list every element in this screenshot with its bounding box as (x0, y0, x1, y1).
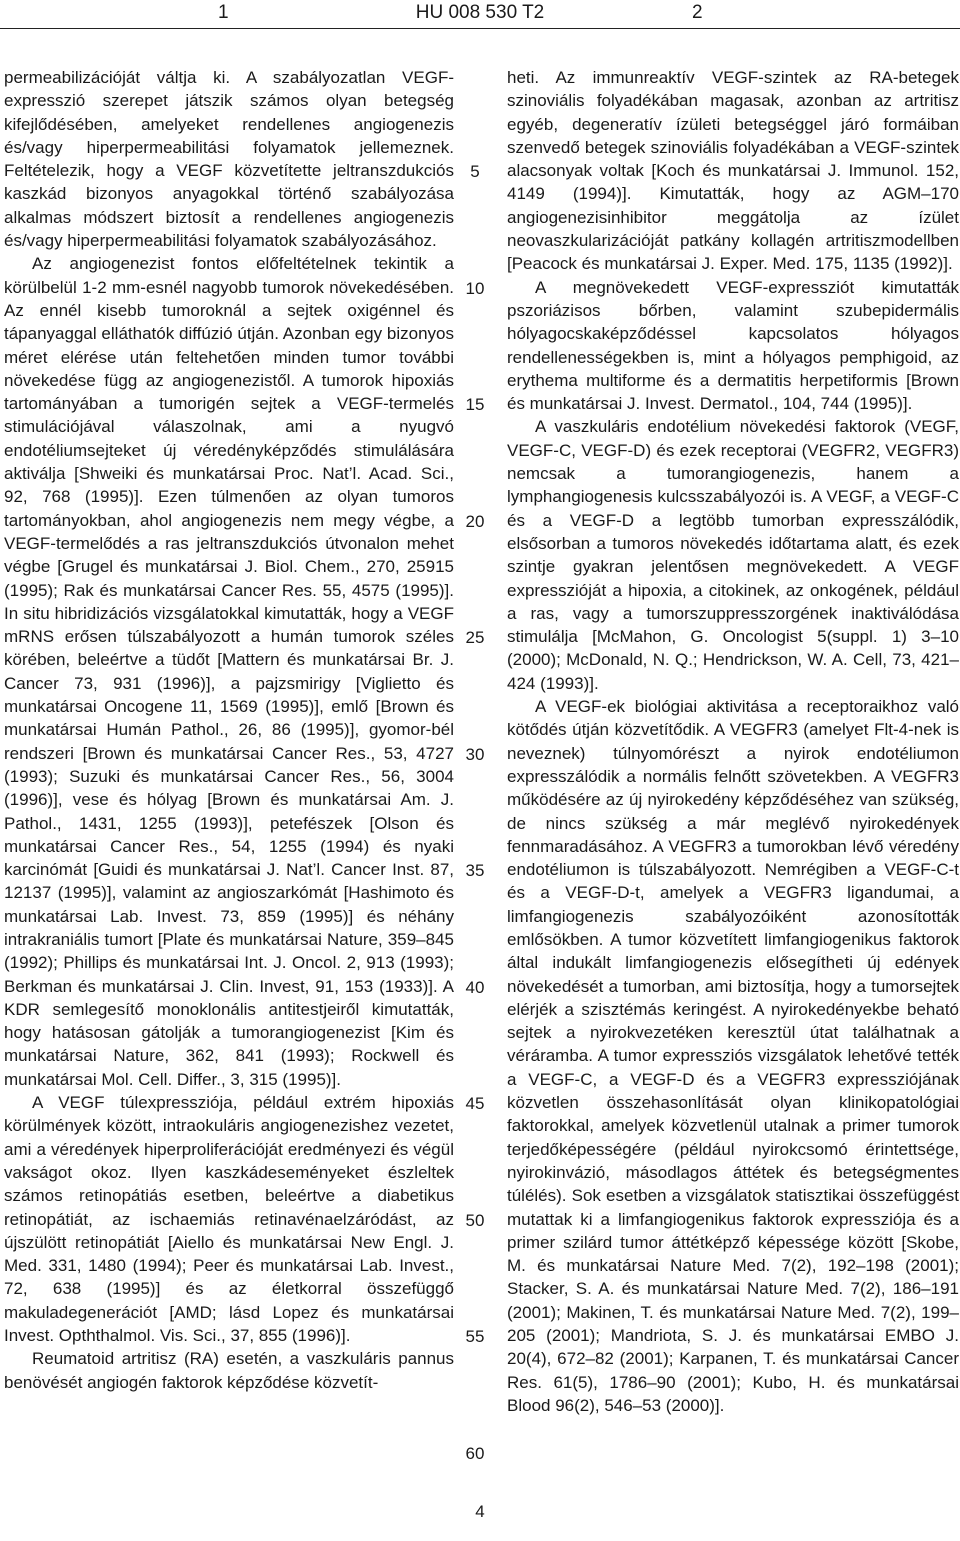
document-id: HU 008 530 T2 (415, 2, 545, 23)
right-page-number: 2 (692, 2, 703, 23)
paragraph: A vaszkuláris endotélium növekedési faktorok (VEGF, VEGF-C, VEGF-D) és ezek receptorai (VEGFR2, VEGFR3) nemcsak a tumorangiogenezis, hanem a lymphangiogenesis kulcsszabályozói is. A VEGF, a VEGF-C és a VEGF-D a legtöbb tumorban expresszálódik, elsősorban a tumoros növekedés időtartama alatt, és ezek szintje gyakran jelentősen megnövekedett. A VEGF expresszióját a hipoxia, a citokinek, az onkogének, például a ras, vagy a tumorszuppresszorgének inaktiválódása stimulálja [McMahon, G. Oncologist 5(suppl. 1) 3–10 (2000); McDonald, N. Q.; Hendrickson, W. A. Cell, 73, 421–424 (1993)]. (507, 417, 959, 693)
line-number: 40 (465, 978, 485, 997)
line-number: 35 (465, 861, 485, 880)
line-number: 55 (465, 1327, 485, 1346)
right-column (507, 66, 959, 1417)
line-number: 50 (465, 1211, 485, 1230)
line-number: 25 (465, 628, 485, 647)
line-number: 30 (465, 745, 485, 764)
line-number: 15 (465, 395, 485, 414)
paragraph: A megnövekedett VEGF-expressziót kimutatták pszoriázisos bőrben, valamint szubepidermális hólyagocskaképződéssel kapcsolatos hólyagos rendellenességekben is, mint a hólyagos pemphigoid, az erythema multiforme és a dermatitis herpetiformis [Brown és munkatársai J. Invest. Dermatol., 104, 744 (1995)]. (507, 277, 959, 414)
paragraph: heti. Az immunreaktív VEGF-szintek az RA-betegek szinoviális folyadékában magasak, azonban az artritisz egyéb, degeneratív ízületi betegséggel járó formáiban szenvedő betegek szinoviális folyadékában a VEGF-szintek alacsonyak voltak [Koch és munkatársai J. Immunol. 152, 4149 (1994)]. Kimutatták, hogy az AGM–170 angiogenezisinhibitor meggátolja az ízület neovaszkularizációját patkány kollagén artritiszmodellben [Peacock és munkatársai J. Exper. Med. 175, 1135 (1992)]. (507, 68, 959, 274)
paragraph: Az angiogenezist fontos előfeltételnek tekintik a körülbelül 1-2 mm-esnél nagyobb tumorok növekedésében. Az ennél kisebb tumoroknál a sejtek oxigénnel és tápanyaggal elláthatók diffúzió útján. Azonban egy bizonyos méret elérése után feltehetően minden tumor további növekedése függ az angiogenezistől. A tumorok hipoxiás tartományában a tumorigén sejtek a VEGF-termelés stimulációjával válaszolnak, ami a nyugvó endotéliumsejteket új véredényképződés stimulálására aktiválja [Shweiki és munkatársai Proc. Nat’l. Acad. Sci., 92, 768 (1995)]. Ezen túlmenően az olyan tumoros tartományokban, ahol angiogenezis nem megy végbe, a VEGF-termelődés a ras jeltranszdukciós útvonalon mehet végbe [Grugel és munkatársai J. Biol. Chem., 270, 25915 (1995); Rak és munkatársai Cancer Res. 55, 4575 (1995)]. In situ hibridizációs vizsgálatokkal kimutatták, hogy a VEGF mRNS erősen túlszabályozott a humán tumorok széles körében, beleértve a tüdőt [Mattern és munkatársai Br. J. Cancer 73, 931 (1996)], a pajzsmirigy [Viglietto és munkatársai Oncogene 11, 1569 (1995)], emlő [Brown és munkatársai Humán Pathol., 26, 86 (1995)], gyomor-bél rendszeri [Brown és munkatársai Cancer Res., 53, 4727 (1993); Suzuki és munkatársai Cancer Res., 56, 3004 (1996)], vese és hólyag [Brown és munkatársai Am. J. Pathol., 1431, 1255 (1993)], petefészek [Olson és munkatársai Cancer Res., 54, 1255 (1994) és nyaki karcinómát [Guidi és munkatársai J. Nat’l. Cancer Inst. 87, 12137 (1995)], valamint az angioszarkómát [Hashimoto és munkatársai Lab. Invest. 73, 859 (1995)] és néhány intrakraniális tumort [Plate és munkatársai Nature, 359–845 (1992); Phillips és munkatársai Int. J. Oncol. 2, 913 (1993); Berkman és munkatársai J. Clin. Invest, 91, 153 (1933)]. A KDR semlegesítő monoklonális antitestjeiről kimutatták, hogy hatásosan gátolják a tumorangiogenezist [Kim és munkatársai Nature, 362, 841 (1993); Rockwell és munkatársai Mol. Cell. Differ., 3, 315 (1995)]. (4, 254, 454, 1089)
line-number: 10 (465, 279, 485, 298)
page-footer-number: 4 (475, 1502, 485, 1521)
paragraph: A VEGF túlexpressziója, például extrém hipoxiás körülmények között, intraokuláris angiogenezishez vezetet, ami a véredények hiperproliferációját eredményezi és végül vakságot okoz. Ilyen kaszkádeseményeket észleltek számos retinopátiás esetben, beleértve a diabetikus retinopátiát, az ischaemiás retinavénaelzáródást, az újszülött retinopátiát [Aiello és munkatársai New Engl. J. Med. 331, 1480 (1994); Peer és munkatársai Lab. Invest., 72, 638 (1995)] és az életkorral összefüggő makuladegenerációt [AMD; lásd Lopez és munkatársai Invest. Opththalmol. Vis. Sci., 37, 855 (1996)]. (4, 1093, 454, 1346)
paragraph: A VEGF-ek biológiai aktivitása a receptoraikhoz való kötődés útján közvetítődik. A VEGFR3 (amelyet Flt-4-nek is neveznek) túlnyomórészt a nyirok endotéliumon expresszálódik a normális felnőtt szövetekben. A VEGFR3 működésére az új nyirokedény képződéséhez van szükség, de nincs szükség a már meglévő nyirokedények fennmaradásához. A VEGFR3 a tumorokban lévő véredény endotéliumon is túlszabályozott. Nemrégiben a VEGF-C-t és a VEGF-D-t, amelyek a VEGFR3 ligandumai, a limfangiogenezis szabályozóiként azonosították emlősökben. A tumor közvetített limfangiogenikus faktorok által indukált limfangiogenezis elősegítheti új edények növekedését a tumorban, ami biztosítja, hogy a tumorsejtek elérjék a szisztémás keringést. A nyirokedényekbe beható sejtek a nyirokvezetéken keresztül útat találhatnak a véráramba. A tumor expressziós vizsgálatok lehetővé tették a VEGF-C, a VEGF-D és a VEGFR3 expressziójának közvetlen összehasonlítását olyan klinikopatológiai faktorokkal, amelyek közvetlenül utalnak a primer tumorok terjedőképességére (például nyirokcsomó érintettsége, nyirokinvázió, másodlagos áttétek és betegségmentes túlélés). Sok esetben a vizsgálatok statisztikai összefüggést mutattak ki a limfangiogenikus faktorok expressziója és a primer szilárd tumor áttétképző képessége között [Skobe, M. és munkatársai Nature Med. 7(2), 192–198 (2001); Stacker, S. A. és munkatársai Nature Med. 7(2), 186–191 (2001); Makinen, T. és munkatársai Nature Med. 7(2), 199–205 (2001); Mandriota, S. J. és munkatársai EMBO J. 20(4), 672–82 (2001); Karpanen, T. és munkatársai Cancer Res. 61(5), 1786–90 (2001); Kubo, H. és munkatársai Blood 96(2), 546–53 (2000)]. (507, 697, 959, 1415)
left-column (4, 66, 454, 1394)
line-number: 5 (470, 162, 480, 181)
line-number: 60 (465, 1444, 485, 1463)
line-number: 20 (465, 512, 485, 531)
page-header (0, 0, 960, 36)
paragraph: permeabilizációját váltja ki. A szabályozatlan VEGF-expresszió szerepet játszik számos olyan betegség kifejlődésében, amelyeket rendellenes angiogenezis és/vagy hiperpermeabilitási folyamatok jellemeznek. Feltételezik, hogy a VEGF közvetítette jeltranszdukciós kaszkád bizonyos anyagokkal történő szabályozása alkalmas módszert biztosít a rendellenes angiogenezis és/vagy hiperpermeabilitási folyamatok szabályozásához. (4, 68, 454, 251)
line-number: 45 (465, 1094, 485, 1113)
left-page-number: 1 (218, 2, 229, 23)
header-rule (0, 28, 960, 29)
paragraph: Reumatoid artritisz (RA) esetén, a vaszkuláris pannus benövését angiogén faktorok képződése közvetít- (4, 1349, 454, 1392)
